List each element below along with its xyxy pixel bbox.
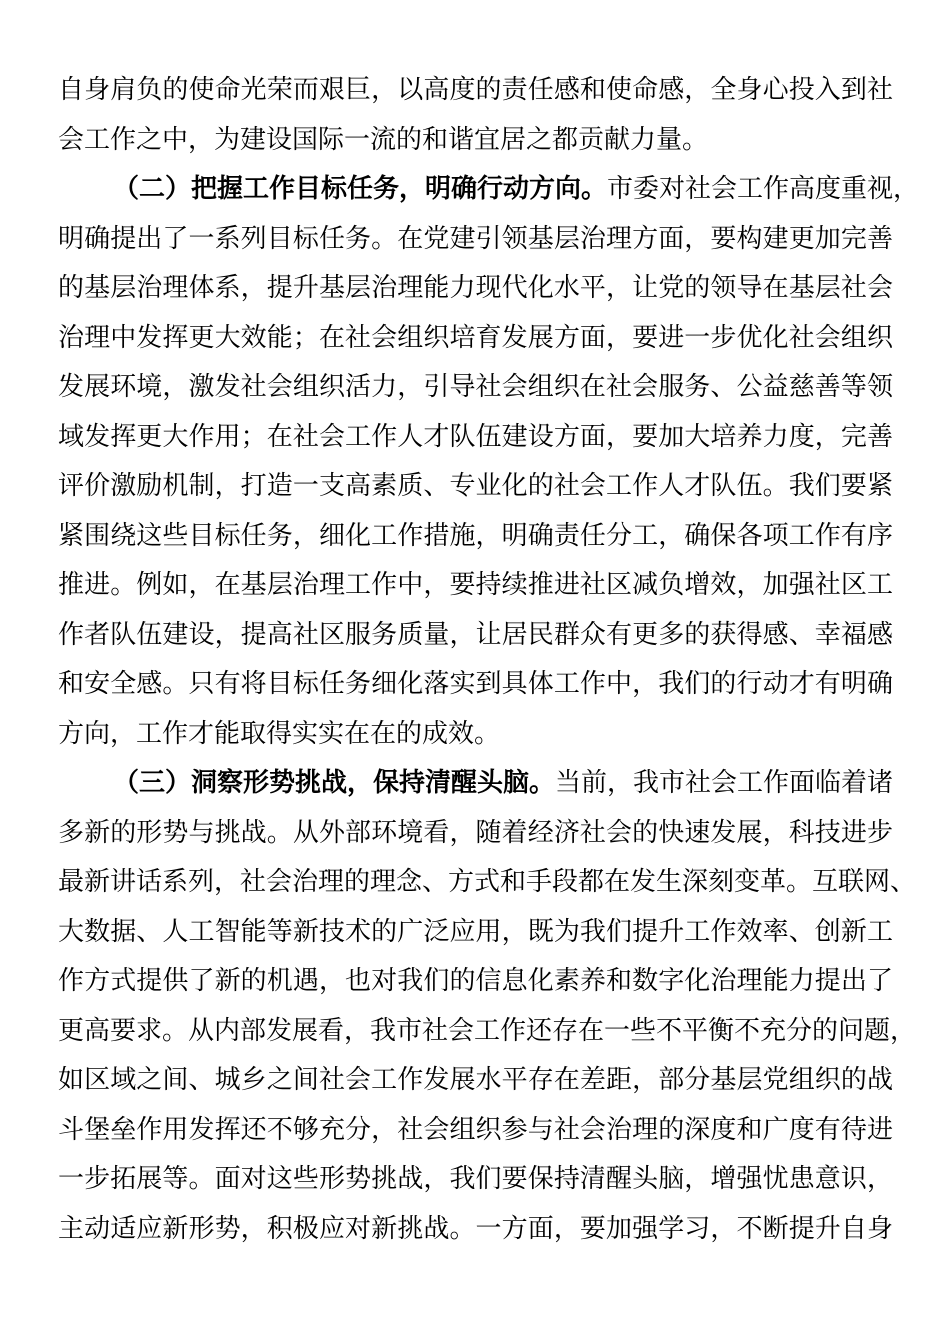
text-line: 更高要求。从内部发展看，我市社会工作还存在一些不平衡不充分的问题， — [58, 1015, 917, 1046]
text-line: 大数据、人工智能等新技术的广泛应用，既为我们提升工作效率、创新工 — [58, 916, 893, 947]
text-line: 方向，工作才能取得实实在在的成效。 — [58, 718, 501, 749]
paragraph-2 — [58, 165, 920, 759]
text-line: 作方式提供了新的机遇，也对我们的信息化素养和数字化治理能力提出了 — [58, 966, 893, 996]
text-line: 的基层治理体系，提升基层治理能力现代化水平，让党的领导在基层社会 — [58, 273, 893, 303]
text-line: 治理中发挥更大效能；在社会组织培育发展方面，要进一步优化社会组织 — [58, 322, 893, 353]
section-heading: （三）洞察形势挑战，保持清醒头脑。 — [113, 768, 556, 798]
text-line: 斗堡垒作用发挥还不够充分，社会组织参与社会治理的深度和广度有待进 — [58, 1114, 893, 1145]
text-line: 和安全感。只有将目标任务细化落实到具体工作中，我们的行动才有明确 — [58, 669, 893, 699]
paragraph-3 — [58, 759, 917, 1254]
text-line: 发展环境，激发社会组织活力，引导社会组织在社会服务、公益慈善等领 — [58, 372, 893, 402]
text-span: 当前，我市社会工作面临着诸 — [555, 768, 894, 798]
text-line: 主动适应新形势，积极应对新挑战。一方面，要加强学习，不断提升自身 — [58, 1213, 893, 1244]
text-line: 一步拓展等。面对这些形势挑战，我们要保持清醒头脑，增强忧患意识， — [58, 1164, 893, 1194]
paragraph-first-line — [58, 165, 920, 215]
text-line: 评价激励机制，打造一支高素质、专业化的社会工作人才队伍。我们要紧 — [58, 471, 893, 501]
text-line: 如区域之间、城乡之间社会工作发展水平存在差距，部分基层党组织的战 — [58, 1065, 893, 1095]
body-text — [58, 66, 920, 1254]
text-line: 多新的形势与挑战。从外部环境看，随着经济社会的快速发展，科技进步 — [58, 817, 893, 848]
text-line: 自身肩负的使命光荣而艰巨，以高度的责任感和使命感，全身心投入到社 — [58, 75, 893, 105]
text-line: 明确提出了一系列目标任务。在党建引领基层治理方面，要构建更加完善 — [58, 223, 893, 254]
text-line: 推进。例如，在基层治理工作中，要持续推进社区减负增效，加强社区工 — [58, 570, 893, 600]
section-heading: （二）把握工作目标任务，明确行动方向。 — [113, 174, 608, 204]
text-line: 最新讲话系列，社会治理的理念、方式和手段都在发生深刻变革。互联网、 — [58, 867, 917, 897]
text-span: 市委对社会工作高度重视， — [607, 174, 920, 204]
paragraph-first-line — [58, 759, 893, 809]
text-line: 作者队伍建设，提高社区服务质量，让居民群众有更多的获得感、幸福感 — [58, 619, 893, 650]
text-line: 域发挥更大作用；在社会工作人才队伍建设方面，要加大培养力度，完善 — [58, 421, 893, 452]
text-line: 紧围绕这些目标任务，细化工作措施，明确责任分工，确保各项工作有序 — [58, 520, 893, 551]
text-line: 会工作之中，为建设国际一流的和谐宜居之都贡献力量。 — [58, 124, 709, 155]
paragraph-1 — [58, 66, 893, 165]
